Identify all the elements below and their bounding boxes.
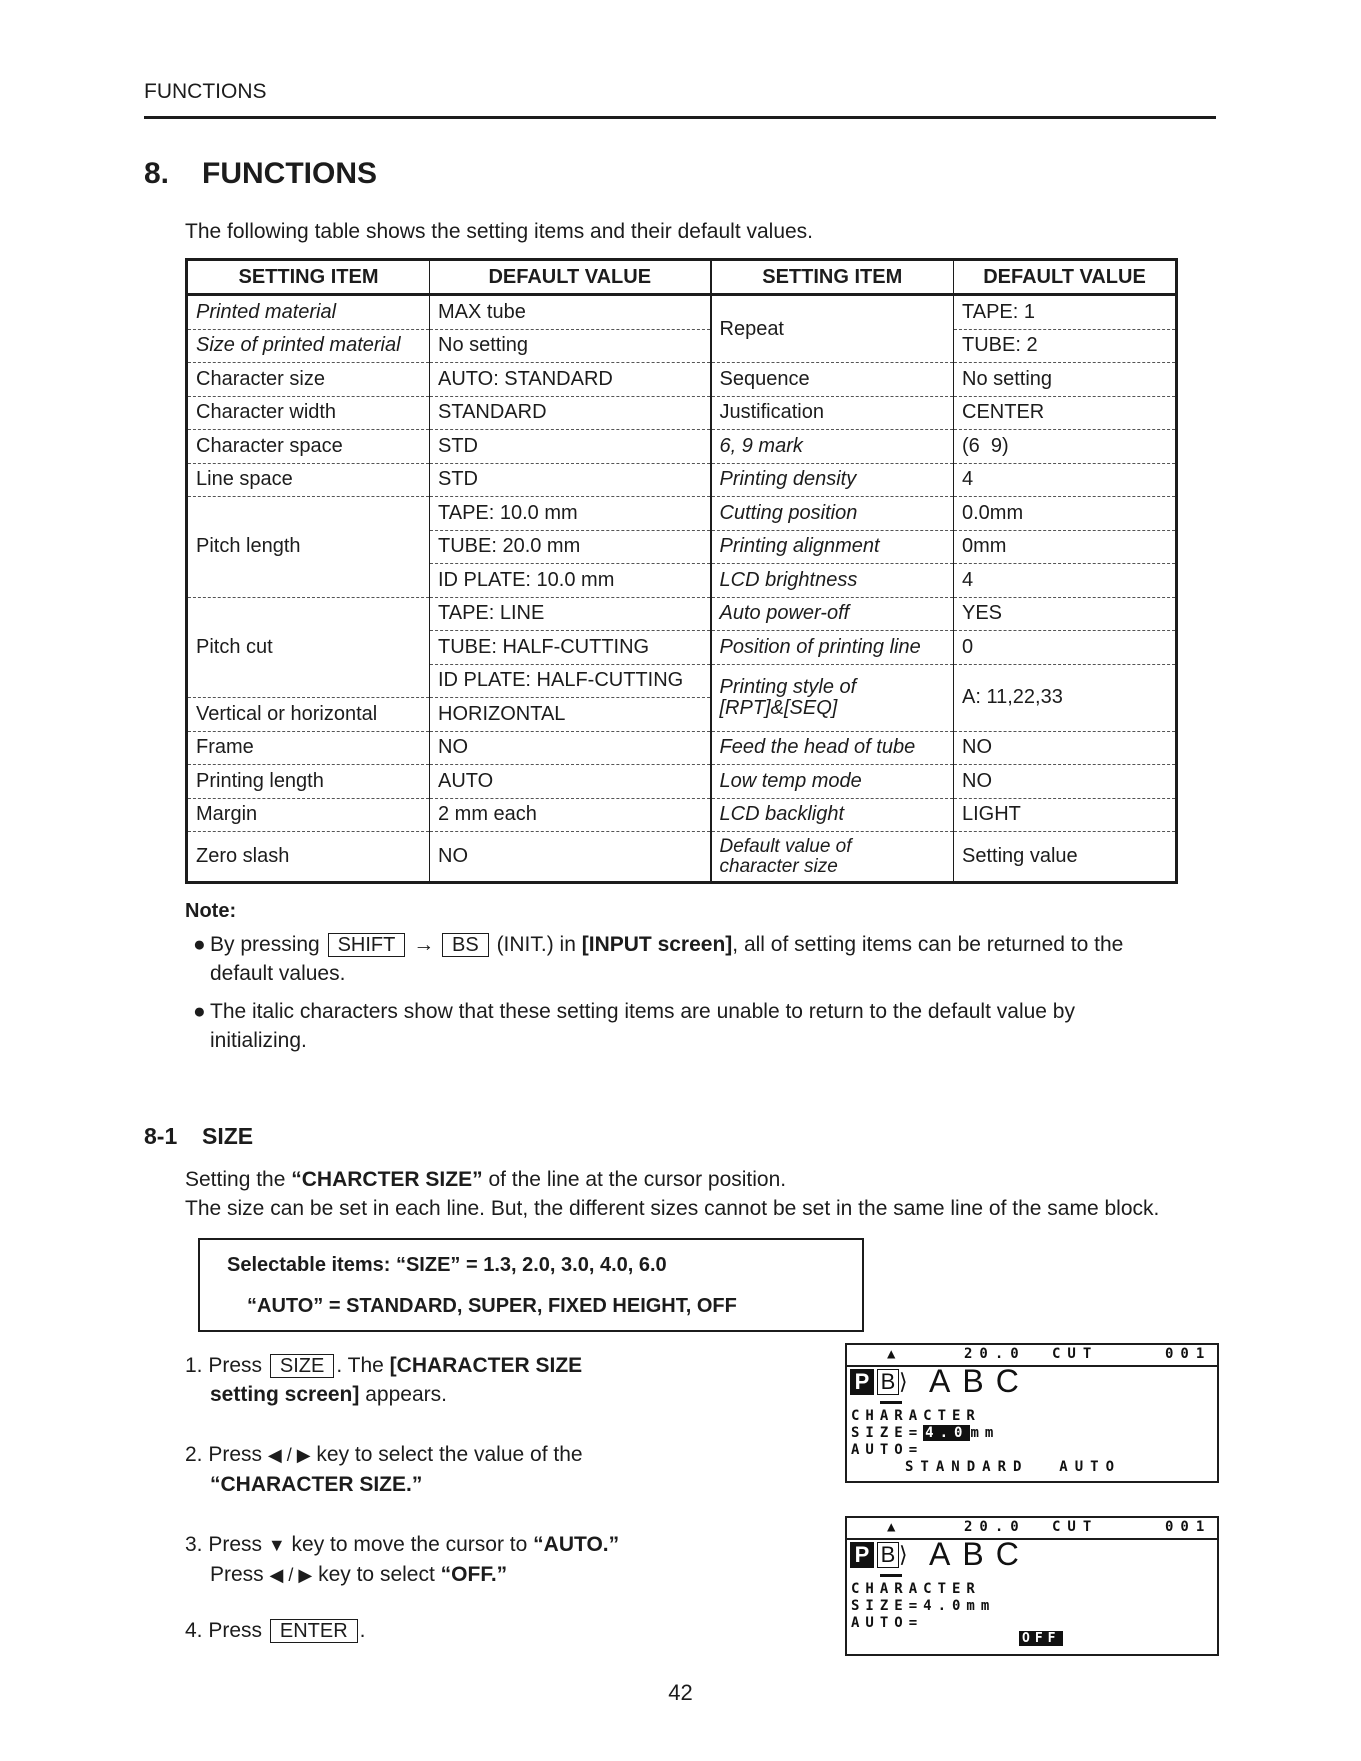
lcd-row: AUTO=: [851, 1615, 924, 1631]
step-text: key to select the value of the: [316, 1443, 583, 1466]
lcd-screen-size: [845, 1343, 1219, 1483]
size-key: SIZE: [270, 1354, 334, 1378]
col-header-setting-item-2: SETTING ITEM: [711, 260, 954, 295]
shift-key: SHIFT: [328, 933, 406, 957]
p-indicator-icon: P: [850, 1369, 874, 1395]
step-text: 1. Press: [185, 1354, 263, 1377]
lcd-row: STANDARD AUTO: [905, 1459, 1122, 1475]
step-text: key to select: [318, 1563, 435, 1586]
table-row: [187, 798, 1177, 832]
lcd-cursor: [880, 1401, 902, 1404]
lcd-row: SIZE=4.0mm: [851, 1598, 996, 1614]
lcd-block-indicator: [850, 1369, 908, 1395]
table-cell: ID PLATE: HALF-CUTTING: [430, 664, 711, 698]
col-header-default-value-2: DEFAULT VALUE: [954, 260, 1177, 295]
note-title: Note:: [185, 900, 237, 922]
table-cell: Margin: [187, 798, 430, 832]
section-paragraph: [185, 1168, 786, 1192]
selectable-items-box: [198, 1238, 864, 1332]
table-cell: Line space: [187, 463, 430, 497]
bullet-icon: ●: [193, 1000, 206, 1023]
header-rule: [144, 116, 1216, 119]
step-text: 2. Press: [185, 1443, 263, 1466]
note-text: By pressing: [210, 933, 320, 956]
table-cell: AUTO: STANDARD: [430, 363, 711, 397]
para-text: of the line at the cursor position.: [488, 1168, 787, 1191]
lcd-count: 001: [1165, 1519, 1212, 1535]
note-text: (INIT.) in: [496, 933, 576, 956]
arrow-right-icon: →: [413, 933, 435, 956]
table-cell: NO: [430, 731, 711, 765]
page-number: 42: [668, 1680, 693, 1705]
lcd-mode: CUT: [1052, 1346, 1099, 1362]
lcd-selected-value: 4.0: [925, 1425, 969, 1441]
table-cell: TUBE: 20.0 mm: [430, 530, 711, 564]
table-cell: STANDARD: [430, 396, 711, 430]
table-row: [187, 463, 1177, 497]
table-cell: TAPE: 1: [954, 295, 1177, 330]
table-cell: Feed the head of tube: [711, 731, 954, 765]
lcd-count: 001: [1165, 1346, 1212, 1362]
table-cell: Character size: [187, 363, 430, 397]
bullet-icon: ●: [193, 933, 206, 956]
col-header-setting-item: SETTING ITEM: [187, 260, 430, 295]
table-cell: Low temp mode: [711, 765, 954, 799]
table-cell: STD: [430, 463, 711, 497]
table-row: [187, 329, 1177, 363]
lcd-label: SIZE=: [851, 1425, 924, 1441]
step-text: 4. Press: [185, 1619, 263, 1642]
table-cell: Printing alignment: [711, 530, 954, 564]
table-cell: HORIZONTAL: [430, 698, 711, 732]
table-cell: Justification: [711, 396, 954, 430]
table-cell: Cutting position: [711, 497, 954, 531]
lcd-status-bar: [847, 1518, 1217, 1540]
table-row: [187, 295, 1177, 330]
table-cell: Repeat: [711, 295, 954, 363]
table-cell: NO: [954, 731, 1177, 765]
note-text: The italic characters show that these setting items are unable to return to the default value by: [210, 1000, 1075, 1023]
table-cell: 0.0mm: [954, 497, 1177, 531]
cell-line: character size: [719, 855, 838, 877]
table-cell: Size of printed material: [187, 329, 430, 363]
lcd-block-indicator: [850, 1542, 908, 1568]
note-item: [193, 997, 1193, 1055]
left-right-arrow-icon: ◀ / ▶: [269, 1565, 313, 1585]
step-bold: setting screen]: [210, 1383, 360, 1406]
table-row: [187, 363, 1177, 397]
enter-key: ENTER: [270, 1619, 358, 1643]
table-cell: TAPE: 10.0 mm: [430, 497, 711, 531]
settings-table: [185, 258, 1178, 884]
triangle-up-icon: ▲: [887, 1346, 903, 1362]
table-cell: No setting: [430, 329, 711, 363]
note-text: , all of setting items can be returned to the: [732, 933, 1124, 956]
chapter-number: 8.: [144, 157, 170, 190]
table-cell: Printed material: [187, 295, 430, 330]
table-header-row: [187, 260, 1177, 295]
table-cell: Pitch cut: [187, 597, 430, 698]
lcd-unit: mm: [970, 1425, 1000, 1441]
step-text: .: [359, 1619, 366, 1642]
table-cell: MAX tube: [430, 295, 711, 330]
table-cell: LIGHT: [954, 798, 1177, 832]
lcd-row: [851, 1425, 999, 1441]
lcd-screen-auto-off: [845, 1516, 1219, 1656]
table-cell: 4: [954, 564, 1177, 598]
step-bold: “AUTO.”: [533, 1533, 620, 1556]
cell-line: [RPT]&[SEQ]: [719, 696, 838, 719]
step-text: key to move the cursor to: [291, 1533, 528, 1556]
lcd-row: CHARACTER: [851, 1581, 981, 1597]
table-cell: Character width: [187, 396, 430, 430]
para-text: Setting the: [185, 1168, 286, 1191]
step-text: 3. Press: [185, 1533, 263, 1556]
running-header: FUNCTIONS: [144, 80, 267, 103]
lcd-mode: CUT: [1052, 1519, 1099, 1535]
table-cell: [711, 664, 954, 731]
step-text: appears.: [365, 1383, 447, 1406]
table-cell: ID PLATE: 10.0 mm: [430, 564, 711, 598]
table-cell: CENTER: [954, 396, 1177, 430]
table-cell: LCD brightness: [711, 564, 954, 598]
section-title: SIZE: [202, 1123, 254, 1149]
step-2: [185, 1440, 583, 1499]
table-row: [187, 765, 1177, 799]
selectable-size: Selectable items: “SIZE” = 1.3, 2.0, 3.0, 4.0, 6.0: [227, 1254, 667, 1276]
section-number: 8-1: [144, 1123, 178, 1149]
table-cell: Vertical or horizontal: [187, 698, 430, 732]
col-header-default-value: DEFAULT VALUE: [430, 260, 711, 295]
note-bold: [INPUT screen]: [581, 933, 733, 956]
lcd-text: ABC: [929, 1536, 1031, 1572]
table-cell: TAPE: LINE: [430, 597, 711, 631]
note-item: [193, 930, 1193, 988]
table-cell: Position of printing line: [711, 631, 954, 665]
table-cell: 2 mm each: [430, 798, 711, 832]
table-cell: No setting: [954, 363, 1177, 397]
step-bold: “OFF.”: [440, 1563, 508, 1586]
down-arrow-icon: ▼: [267, 1535, 286, 1555]
table-cell: Printing density: [711, 463, 954, 497]
step-3: [185, 1530, 619, 1590]
left-right-arrow-icon: ◀ / ▶: [267, 1445, 311, 1465]
table-cell: 6, 9 mark: [711, 430, 954, 464]
p-indicator-icon: P: [850, 1542, 874, 1568]
bs-key: BS: [442, 933, 489, 957]
lcd-text: ABC: [929, 1363, 1031, 1399]
b-indicator-icon: B: [877, 1369, 899, 1395]
table-row: [187, 832, 1177, 883]
selectable-auto: “AUTO” = STANDARD, SUPER, FIXED HEIGHT, OFF: [247, 1295, 737, 1317]
table-cell: Printing length: [187, 765, 430, 799]
table-cell: 0: [954, 631, 1177, 665]
para-bold: “CHARCTER SIZE”: [291, 1168, 483, 1191]
table-cell: (6 9): [954, 430, 1177, 464]
table-cell: Pitch length: [187, 497, 430, 598]
lcd-status-bar: [847, 1345, 1217, 1367]
step-1: [185, 1351, 582, 1409]
step-text: Press: [210, 1563, 264, 1586]
note-text: default values.: [210, 962, 346, 985]
table-cell: AUTO: [430, 765, 711, 799]
table-row: [187, 430, 1177, 464]
table-cell: Setting value: [954, 832, 1177, 883]
table-cell: YES: [954, 597, 1177, 631]
step-bold: “CHARACTER SIZE.”: [210, 1473, 423, 1496]
table-row: [187, 396, 1177, 430]
lcd-pitch-value: 20.0: [964, 1519, 1026, 1535]
table-cell: 0mm: [954, 530, 1177, 564]
lcd-pitch-value: 20.0: [964, 1346, 1026, 1362]
table-row: [187, 597, 1177, 631]
lcd-row: AUTO=: [851, 1442, 924, 1458]
table-row: [187, 731, 1177, 765]
lcd-selected-value: OFF: [1019, 1631, 1063, 1646]
table-cell: TUBE: 2: [954, 329, 1177, 363]
step-4: [185, 1616, 366, 1645]
cell-line: Printing style of: [719, 675, 857, 698]
lcd-row: CHARACTER: [851, 1408, 981, 1424]
chevron-right-icon: ⟩: [899, 1542, 908, 1567]
note-text: initializing.: [210, 1029, 307, 1052]
chevron-right-icon: ⟩: [899, 1369, 908, 1394]
section-paragraph: The size can be set in each line. But, the different sizes cannot be set in the same line of the same block.: [185, 1197, 1160, 1220]
table-cell: Frame: [187, 731, 430, 765]
table-cell: [711, 832, 954, 883]
table-row: [187, 497, 1177, 531]
lcd-cursor: [880, 1574, 902, 1577]
chapter-title: FUNCTIONS: [202, 157, 377, 190]
table-cell: Zero slash: [187, 832, 430, 883]
table-cell: NO: [954, 765, 1177, 799]
triangle-up-icon: ▲: [887, 1519, 903, 1535]
table-cell: TUBE: HALF-CUTTING: [430, 631, 711, 665]
intro-text: The following table shows the setting items and their default values.: [185, 220, 814, 243]
step-text: . The: [336, 1354, 384, 1377]
table-cell: Character space: [187, 430, 430, 464]
table-cell: NO: [430, 832, 711, 883]
table-cell: STD: [430, 430, 711, 464]
table-cell: LCD backlight: [711, 798, 954, 832]
table-cell: Sequence: [711, 363, 954, 397]
table-cell: A: 11,22,33: [954, 664, 1177, 731]
step-bold: [CHARACTER SIZE: [389, 1354, 583, 1377]
cell-line: Default value of: [719, 835, 852, 857]
b-indicator-icon: B: [877, 1542, 899, 1568]
table-cell: 4: [954, 463, 1177, 497]
table-cell: Auto power-off: [711, 597, 954, 631]
